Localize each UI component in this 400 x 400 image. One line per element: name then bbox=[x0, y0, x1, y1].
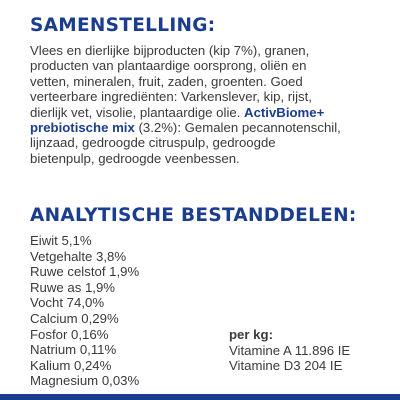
composition-line bbox=[30, 105, 395, 120]
brand-name-prebiotic-mix: prebiotische mix bbox=[30, 120, 135, 136]
analytical-item: Calcium 0,29% bbox=[30, 310, 119, 326]
analytical-item: Eiwit 5,1% bbox=[30, 233, 92, 248]
brand-name-activbiome: ActivBiome+ bbox=[244, 104, 325, 120]
bottom-accent-bar bbox=[0, 394, 400, 400]
analytical-list bbox=[30, 233, 139, 389]
per-kg-label: per kg: bbox=[229, 327, 273, 342]
analytical-item: Fosfor 0,16% bbox=[30, 326, 109, 342]
composition-line bbox=[30, 120, 395, 135]
composition-line: Vlees en dierlijke bijproducten (kip 7%), granen, bbox=[30, 43, 310, 58]
per-kg-item: Vitamine D3 204 IE bbox=[229, 358, 343, 374]
composition-line: lijnzaad, gedroogde citruspulp, gedroogde bbox=[30, 135, 276, 151]
composition-line-text: (3.2%): Gemalen pecannotenschil, bbox=[134, 120, 341, 136]
analytical-heading: ANALYTISCHE BESTANDDELEN: bbox=[30, 205, 357, 226]
composition-line: bietenpulp, gedroogde veenbessen. bbox=[30, 150, 240, 166]
analytical-item: Ruwe as 1,9% bbox=[30, 279, 116, 295]
analytical-item: Ruwe celstof 1,9% bbox=[30, 264, 140, 280]
per-kg-list bbox=[229, 327, 350, 374]
analytical-item: Vetgehalte 3,8% bbox=[30, 248, 127, 264]
composition-line-text: dierlijk vet, visolie, plantaardige olie. bbox=[30, 104, 245, 120]
analytical-item: Natrium 0,11% bbox=[30, 342, 117, 358]
composition-text bbox=[30, 43, 395, 166]
composition-line: vetten, mineralen, fruit, zaden, groenten. Goed bbox=[30, 73, 303, 89]
composition-heading: SAMENSTELLING: bbox=[30, 15, 216, 36]
analytical-item: Vocht 74,0% bbox=[30, 295, 105, 311]
composition-line: producten van plantaardige oorsprong, oliën en bbox=[30, 58, 307, 74]
composition-line: verteerbare ingrediënten: Varkenslever, kip, rijst, bbox=[30, 89, 312, 105]
analytical-item: Magnesium 0,03% bbox=[30, 373, 140, 389]
per-kg-item: Vitamine A 11.896 IE bbox=[229, 342, 351, 358]
analytical-item: Kalium 0,24% bbox=[30, 357, 112, 373]
